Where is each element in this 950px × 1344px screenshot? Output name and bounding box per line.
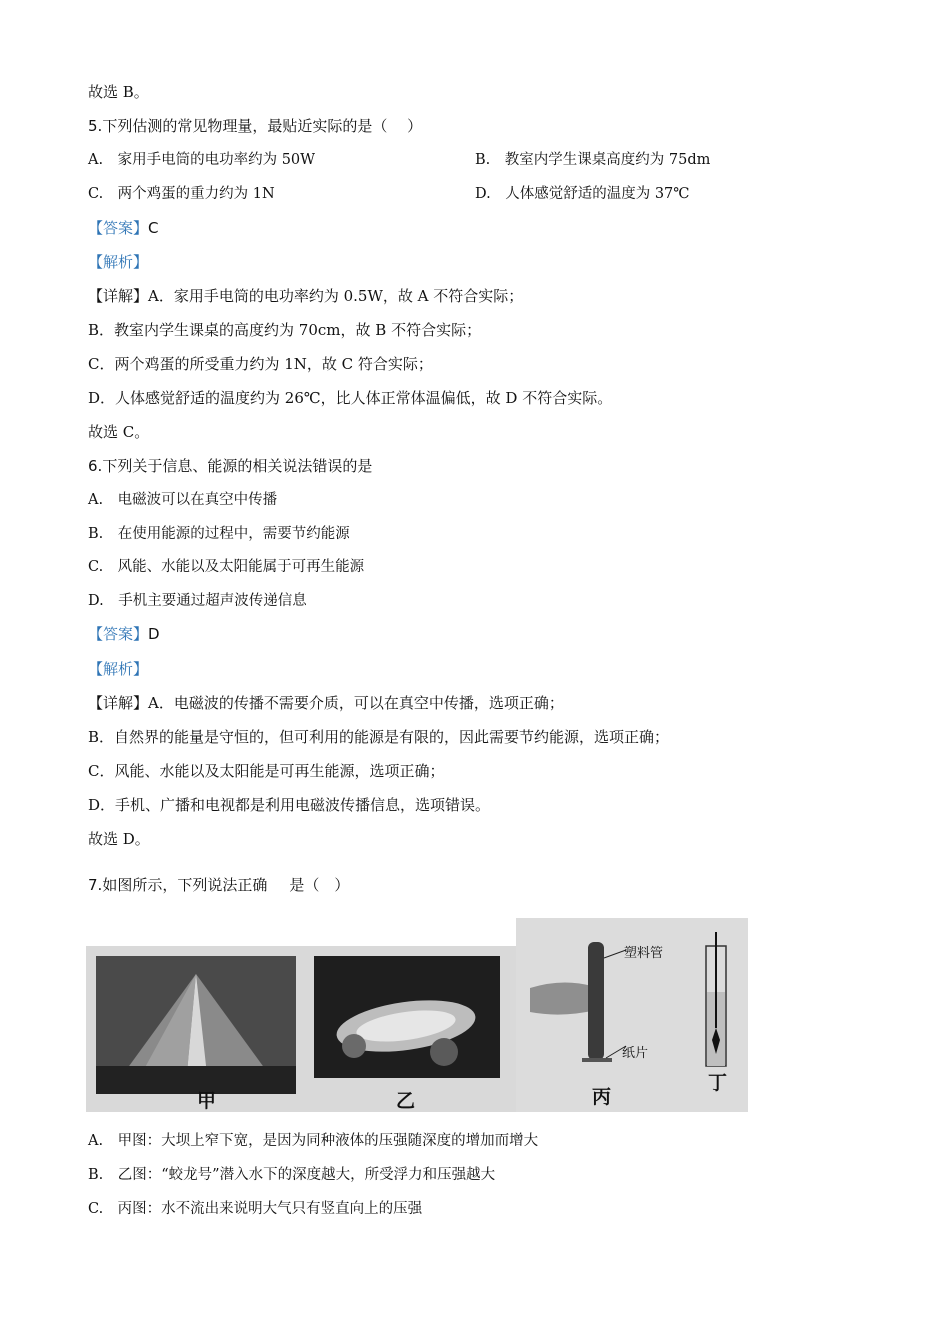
option-b: B. 乙图：“蛟龙号”潜入水下的深度越大，所受浮力和压强越大 [88, 1167, 496, 1183]
detail-text: B．教室内学生课桌的高度约为 70cm，故 B 不符合实际； [88, 321, 482, 339]
detail-text: A．家用手电筒的电功率约为 0.5W，故 A 不符合实际； [148, 287, 524, 305]
detail-text: C．风能、水能以及太阳能是可再生能源，选项正确； [88, 762, 445, 780]
option-a: A. 家用手电筒的电功率约为 50W [88, 152, 316, 168]
analysis-tag: 【解析】 [88, 253, 149, 271]
question-stem-end: 是（ ） [289, 876, 350, 894]
detail-line [88, 693, 564, 713]
option-a: A. 电磁波可以在真空中传播 [88, 492, 278, 508]
option-d: D. 人体感觉舒适的温度为 37℃ [475, 186, 690, 202]
answer-tag: 【答案】 [88, 219, 149, 237]
analysis-tag: 【解析】 [88, 660, 149, 678]
question-stem: 下列估测的常见物理量，最贴近实际的是（ ） [102, 117, 423, 135]
option-b: B. 在使用能源的过程中，需要节约能源 [88, 526, 350, 542]
question-number: 7. [88, 876, 103, 894]
detail-text: D．人体感觉舒适的温度约为 26℃，比人体正常体温偏低，故 D 不符合实际。 [88, 389, 613, 407]
question-6 [88, 456, 372, 476]
answer-line [88, 218, 159, 238]
caption-ding: 丁 [708, 1072, 728, 1094]
label-paper: 纸片 [622, 1046, 649, 1061]
question-figure [86, 918, 748, 1112]
option-d: D. 手机主要通过超声波传递信息 [88, 593, 307, 609]
detail-line [88, 286, 523, 306]
conclusion-text: 故选 C。 [88, 423, 150, 441]
submersible-photo [314, 956, 500, 1078]
detail-text: A．电磁波的传播不需要介质，可以在真空中传播，选项正确； [148, 694, 564, 712]
option-a: A. 甲图：大坝上窄下宽，是因为同种液体的压强随深度的增加而增大 [88, 1133, 539, 1149]
option-c: C. 两个鸡蛋的重力约为 1N [88, 186, 275, 202]
question-5 [88, 116, 422, 136]
question-7 [88, 875, 349, 895]
dam-photo [96, 956, 296, 1094]
cylinder-illustration [692, 932, 738, 1082]
caption-bing: 丙 [592, 1086, 612, 1108]
option-c: C. 风能、水能以及太阳能属于可再生能源 [88, 559, 365, 575]
question-stem: 如图所示，下列说法正确 [102, 876, 268, 894]
label-plastic-tube: 塑料管 [624, 946, 664, 961]
question-number: 6. [88, 457, 103, 475]
answer-line [88, 624, 160, 644]
option-b: B. 教室内学生课桌高度约为 75dm [475, 152, 711, 168]
detail-tag: 【详解】 [88, 287, 149, 305]
question-stem: 下列关于信息、能源的相关说法错误的是 [102, 457, 373, 475]
answer-tag: 【答案】 [88, 625, 149, 643]
option-c: C. 丙图：水不流出来说明大气只有竖直向上的压强 [88, 1201, 423, 1217]
detail-tag: 【详解】 [88, 694, 149, 712]
detail-text: C．两个鸡蛋的所受重力约为 1N，故 C 符合实际； [88, 355, 433, 373]
conclusion-text: 故选 D。 [88, 830, 150, 848]
caption-jia: 甲 [197, 1090, 217, 1112]
question-number: 5. [88, 117, 103, 135]
conclusion-text: 故选 B。 [88, 83, 149, 101]
detail-text: B．自然界的能量是守恒的，但可利用的能源是有限的，因此需要节约能源，选项正确； [88, 728, 670, 746]
detail-text: D．手机、广播和电视都是利用电磁波传播信息，选项错误。 [88, 796, 491, 814]
answer-value: C [148, 219, 159, 237]
caption-yi: 乙 [396, 1090, 416, 1112]
answer-value: D [148, 625, 160, 643]
